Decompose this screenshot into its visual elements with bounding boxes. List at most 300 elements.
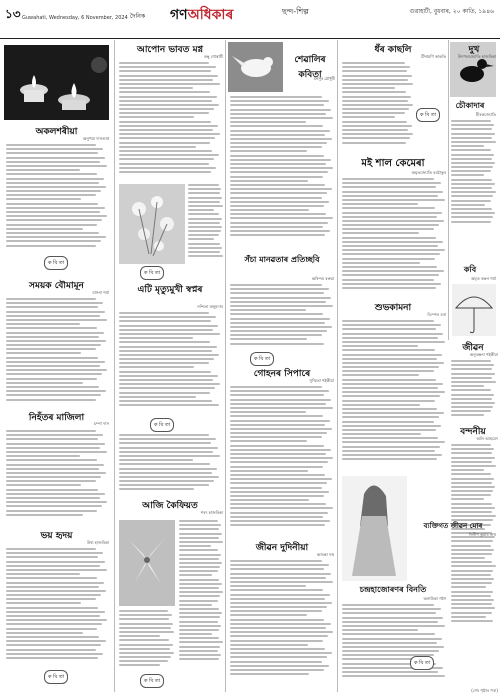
text-line (342, 625, 445, 627)
text-line (119, 341, 210, 343)
text-line (230, 180, 308, 182)
text-line (179, 633, 212, 635)
text-line (230, 205, 324, 207)
article-title: সঁচা মানৱতাৰ প্ৰতিচ্ছবি (244, 255, 320, 264)
text-line (342, 612, 436, 614)
text-line (230, 516, 323, 518)
text-line (179, 600, 218, 602)
text-line (451, 511, 492, 513)
text-line (119, 354, 219, 356)
text-line (230, 669, 324, 671)
text-line (119, 100, 212, 102)
article-author: বাসনা শৰ্মা (92, 290, 109, 295)
text-line (342, 241, 443, 243)
text-line (451, 586, 486, 588)
text-line (6, 561, 105, 563)
text-line (6, 194, 96, 196)
text-line (230, 474, 325, 476)
text-line (230, 201, 329, 203)
text-line (188, 247, 222, 249)
text-line (6, 245, 96, 247)
article-title: শেৱালিৰ কবিতা (294, 55, 326, 80)
text-line (230, 386, 322, 388)
article-author: অৰিন্দম বৰুৱা (311, 276, 334, 281)
text-line (188, 184, 219, 186)
text-line (119, 468, 217, 470)
kobita-badge: ক বি তা (410, 656, 434, 670)
article-body (6, 298, 108, 408)
dove-photo (228, 42, 283, 92)
text-line (342, 203, 418, 205)
article-author: উৎপলজ্যোতি হাজৰিকা (457, 54, 496, 59)
text-line (230, 577, 326, 579)
dove-illustration (228, 42, 283, 92)
candle-photo (4, 45, 109, 120)
text-line (179, 654, 221, 656)
text-line (342, 454, 442, 456)
text-line (451, 179, 492, 181)
text-line (342, 83, 413, 85)
text-line (342, 629, 418, 631)
text-line (230, 318, 330, 320)
text-line (6, 497, 100, 499)
text-line (230, 619, 324, 621)
kobita-badge: ক বি তা (140, 674, 164, 688)
text-line (451, 515, 496, 517)
text-line (342, 374, 419, 376)
text-line (230, 520, 330, 522)
text-line (6, 161, 100, 163)
text-line (6, 386, 99, 388)
text-line (342, 446, 440, 448)
text-line (230, 326, 332, 328)
text-line (342, 383, 443, 385)
text-line (451, 394, 494, 396)
text-line (179, 533, 222, 535)
text-line (342, 249, 445, 251)
text-line (342, 341, 445, 343)
text-line (342, 100, 408, 102)
article-author: অমৃতজ্যোতি বৰঠাকুৰ (411, 170, 446, 175)
text-line (451, 582, 492, 584)
text-line (230, 564, 329, 566)
text-line (230, 507, 333, 509)
article-title: দুখ (468, 45, 480, 55)
text-line (230, 176, 323, 178)
text-line (230, 665, 329, 667)
column-rule (337, 40, 338, 692)
text-line (230, 130, 330, 132)
text-line (230, 234, 325, 236)
article-title: ভয় হৃদয় (40, 531, 73, 541)
text-line (230, 394, 324, 396)
text-line (230, 610, 322, 612)
article-body (230, 284, 334, 348)
assamese-date: গুৱাহাটী, বুধবাৰ, ২০ কাতি, ১৯৪৬ (409, 8, 494, 15)
text-line (451, 410, 491, 412)
text-line (119, 392, 210, 394)
text-line (451, 561, 492, 563)
text-line (451, 469, 484, 471)
text-line (6, 594, 101, 596)
text-line (342, 212, 442, 214)
text-line (119, 484, 209, 486)
text-line (119, 329, 213, 331)
text-line (451, 158, 492, 160)
article-body (451, 360, 496, 420)
text-line (230, 606, 327, 608)
text-line (6, 484, 81, 486)
text-line (451, 187, 492, 189)
text-line (119, 79, 213, 81)
text-line (230, 163, 326, 165)
text-line (342, 199, 445, 201)
text-line (342, 404, 420, 406)
text-line (6, 573, 80, 575)
article-author: নন্দিতা মজুমদাৰ (197, 304, 223, 309)
text-line (342, 433, 421, 435)
text-line (179, 562, 222, 564)
article-body (179, 520, 223, 670)
text-line (230, 470, 308, 472)
kobita-badge: ক বি তা (150, 418, 174, 432)
article-title: আপোন ভাবত মগ্ন (137, 45, 203, 55)
text-line (230, 125, 323, 127)
text-line (451, 574, 491, 576)
text-line (342, 608, 441, 610)
text-line (230, 109, 331, 111)
text-line (342, 75, 412, 77)
article-body (342, 604, 446, 682)
text-line (188, 188, 221, 190)
article-body (119, 434, 221, 494)
text-line (451, 406, 493, 408)
text-line (342, 604, 434, 606)
text-line (119, 362, 209, 364)
umbrella-sketch (452, 284, 496, 336)
text-line (342, 216, 437, 218)
text-line (119, 618, 169, 620)
text-line (451, 204, 485, 206)
text-line (6, 348, 96, 350)
article-author: অজন্তা দত্ত (316, 552, 334, 557)
text-line (6, 569, 107, 571)
text-line (188, 205, 223, 207)
article-body (119, 62, 221, 182)
text-line (230, 330, 327, 332)
text-line (119, 664, 160, 666)
text-line (119, 656, 171, 658)
text-line (451, 507, 495, 509)
text-line (6, 505, 102, 507)
text-line (230, 424, 325, 426)
text-line (6, 602, 81, 604)
text-line (342, 646, 444, 648)
text-line (230, 445, 324, 447)
text-line (6, 443, 105, 445)
text-line (6, 169, 80, 171)
text-line (119, 366, 194, 368)
text-line (6, 369, 107, 371)
text-line (119, 87, 193, 89)
text-line (230, 602, 332, 604)
text-line (119, 459, 193, 461)
text-line (6, 211, 100, 213)
text-line (230, 134, 325, 136)
article-body (6, 548, 108, 666)
text-line (6, 653, 103, 655)
masthead-part-a: গণ (170, 7, 188, 23)
kobita-badge: ক বি তা (140, 266, 164, 280)
text-line (451, 191, 496, 193)
text-line (230, 631, 333, 633)
text-line (6, 489, 98, 491)
text-line (188, 218, 222, 220)
text-line (451, 473, 491, 475)
text-line (342, 104, 413, 106)
text-line (451, 607, 495, 609)
girl-sketch (342, 476, 407, 581)
text-line (6, 319, 107, 321)
text-line (230, 171, 328, 173)
text-line (451, 208, 492, 210)
article-title: কবি (463, 265, 477, 274)
text-line (451, 162, 495, 164)
text-line (6, 327, 97, 329)
text-line (179, 566, 220, 568)
text-line (179, 545, 211, 547)
text-line (179, 579, 219, 581)
text-line (342, 650, 439, 652)
text-line (188, 238, 214, 240)
text-line (230, 288, 329, 290)
text-line (119, 91, 210, 93)
text-line (342, 182, 441, 184)
text-line (6, 219, 102, 221)
text-line (179, 583, 222, 585)
article-body (342, 62, 414, 152)
text-line (230, 623, 331, 625)
text-line (6, 390, 106, 392)
article-title: আজি কৈফিয়ত (142, 501, 198, 511)
text-line (230, 297, 331, 299)
text-line (6, 228, 83, 230)
text-line (230, 226, 323, 228)
text-line (342, 337, 438, 339)
text-line (119, 337, 193, 339)
text-line (451, 599, 494, 601)
text-line (451, 389, 491, 391)
text-line (230, 428, 332, 430)
text-line (342, 125, 412, 127)
text-line (342, 421, 434, 423)
text-line (451, 221, 491, 223)
kobita-badge: ক বি তা (44, 670, 68, 684)
article-body (230, 560, 334, 682)
text-line (451, 549, 494, 551)
text-line (230, 581, 333, 583)
text-line (451, 398, 492, 400)
masthead-prefix: দৈনিক (130, 13, 146, 20)
text-line (119, 375, 218, 377)
text-line (230, 155, 324, 157)
text-line (342, 266, 437, 268)
text-line (342, 274, 439, 276)
text-line (6, 434, 103, 436)
text-line (230, 635, 328, 637)
text-line (179, 608, 219, 610)
article-title: এটি মৃত্যুমুখী স্বপ্নৰ (137, 285, 203, 295)
text-line (342, 638, 442, 640)
text-line (179, 595, 220, 597)
article-title: ধঁৰ কাছলি (374, 45, 412, 55)
text-line (119, 614, 172, 616)
text-line (451, 385, 484, 387)
text-line (230, 343, 324, 345)
kobita-badge: ক বি তা (250, 352, 274, 366)
text-line (119, 396, 196, 398)
article-body (342, 320, 446, 470)
text-line (342, 400, 435, 402)
text-line (342, 391, 445, 393)
text-line (342, 437, 438, 439)
text-line (6, 148, 103, 150)
text-line (230, 648, 325, 650)
article-author: অনুৰঞ্জনা শইকীয়া (469, 352, 498, 357)
article-title: বন্দনীয় (460, 427, 486, 437)
text-line (6, 173, 97, 175)
article-title: জীৱন (462, 343, 484, 353)
text-line (451, 183, 495, 185)
text-line (342, 395, 440, 397)
text-line (342, 328, 436, 330)
text-line (6, 306, 98, 308)
text-line (230, 188, 332, 190)
text-line (342, 262, 420, 264)
text-line (6, 323, 80, 325)
text-line (342, 617, 443, 619)
text-line (119, 648, 170, 650)
article-author: অমৃত ৰঞ্জন শৰ্মা (470, 276, 496, 281)
candle-illustration (4, 45, 109, 120)
text-line (6, 619, 107, 621)
text-line (6, 186, 106, 188)
article-title: ব্যক্তিগত জীৱন মোৰ (423, 522, 483, 530)
article-body (342, 178, 446, 296)
text-line (451, 124, 494, 126)
text-line (230, 482, 327, 484)
text-line (188, 192, 220, 194)
text-line (451, 557, 485, 559)
text-line (6, 447, 100, 449)
text-line (188, 255, 223, 257)
article-author: অনামিকা গগৈ (423, 596, 446, 601)
text-line (230, 440, 307, 442)
text-line (6, 577, 97, 579)
footer-continued: (শেষ পৃষ্ঠাৰ পৰা) (471, 688, 498, 693)
text-line (119, 639, 169, 641)
text-line (6, 315, 100, 317)
text-line (6, 514, 83, 516)
text-line (6, 623, 102, 625)
text-line (342, 416, 439, 418)
text-line (342, 195, 438, 197)
text-line (188, 201, 220, 203)
text-line (342, 108, 409, 110)
text-line (451, 149, 491, 151)
text-line (230, 100, 329, 102)
text-line (179, 646, 220, 648)
text-line (179, 520, 218, 522)
text-line (6, 190, 101, 192)
text-line (119, 75, 218, 77)
text-line (6, 657, 98, 659)
text-line (342, 287, 436, 289)
text-line (230, 390, 329, 392)
text-line (342, 370, 434, 372)
text-line (179, 641, 223, 643)
text-line (342, 408, 437, 410)
text-line (230, 499, 309, 501)
article-title: চৌকাদাৰ (455, 101, 485, 110)
article-body (6, 144, 108, 252)
text-line (451, 591, 493, 593)
text-line (119, 325, 218, 327)
article-author: ডিম্পল বৰা (427, 312, 446, 317)
text-line (119, 447, 218, 449)
text-line (230, 192, 327, 194)
text-line (342, 358, 437, 360)
text-line (119, 451, 213, 453)
article-body (230, 96, 334, 246)
text-line (6, 240, 101, 242)
text-line (451, 503, 492, 505)
text-line (342, 366, 439, 368)
text-line (119, 455, 220, 457)
text-line (451, 368, 492, 370)
article-author: চম্পা দাস (93, 421, 109, 426)
text-line (179, 524, 221, 526)
text-line (451, 133, 495, 135)
text-line (342, 633, 435, 635)
text-line (119, 167, 216, 169)
text-line (342, 96, 411, 98)
text-line (342, 237, 436, 239)
text-line (119, 320, 211, 322)
text-line (119, 62, 209, 64)
text-line (6, 357, 98, 359)
text-line (230, 301, 326, 303)
text-line (119, 404, 219, 406)
text-line (179, 570, 218, 572)
text-line (179, 621, 218, 623)
text-line (451, 486, 495, 488)
text-line (6, 344, 101, 346)
text-line (6, 493, 105, 495)
column-rule (448, 40, 449, 340)
text-line (6, 340, 106, 342)
text-line (342, 129, 408, 131)
text-line (119, 121, 211, 123)
masthead (170, 3, 233, 27)
text-line (451, 373, 495, 375)
text-line (179, 616, 220, 618)
text-line (451, 620, 493, 622)
text-line (179, 558, 219, 560)
text-line (6, 455, 80, 457)
article-title: জীৱন দুদিনীয়া (255, 543, 309, 553)
text-line (6, 464, 104, 466)
